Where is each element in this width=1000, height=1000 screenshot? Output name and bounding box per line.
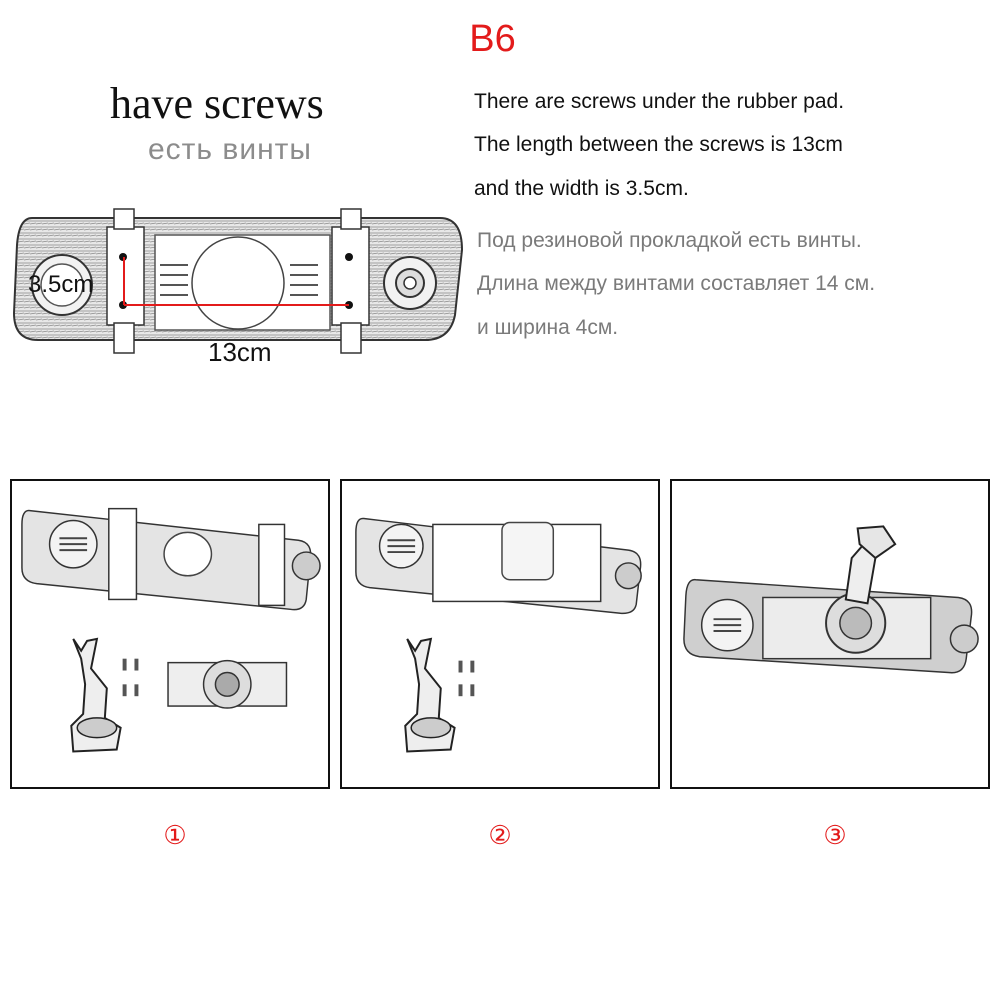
description-en-line-3: and the width is 3.5cm.: [474, 177, 689, 200]
step-number-2: ②: [488, 820, 512, 850]
model-title: B6: [469, 18, 516, 60]
width-label: 3.5cm: [28, 271, 94, 298]
description-en-line-2: The length between the screws is 13cm: [474, 133, 843, 156]
description-ru-line-1: Под резиновой прокладкой есть винты.: [477, 229, 862, 252]
step-number-1: ①: [163, 820, 187, 850]
description-en-line-1: There are screws under the rubber pad.: [474, 90, 845, 113]
length-label: 13cm: [208, 337, 272, 367]
heading-have-screws: have screws: [110, 79, 324, 128]
mirror-dimension-drawing: [0, 195, 480, 375]
step-3-panel: [670, 479, 990, 789]
step-1-illustration: [12, 481, 328, 787]
step-1-panel: [10, 479, 330, 789]
description-ru-line-3: и ширина 4cм.: [477, 316, 619, 339]
step-number-3: ③: [823, 820, 847, 850]
step-2-panel: [340, 479, 660, 789]
description-ru-line-2: Длина между винтами составляет 14 см.: [477, 272, 876, 295]
heading-russian: есть винты: [148, 133, 312, 166]
step-2-illustration: [342, 481, 658, 787]
mirror-dimension-diagram: [0, 195, 480, 375]
step-3-illustration: [672, 481, 988, 787]
screw-dot: [345, 253, 353, 261]
